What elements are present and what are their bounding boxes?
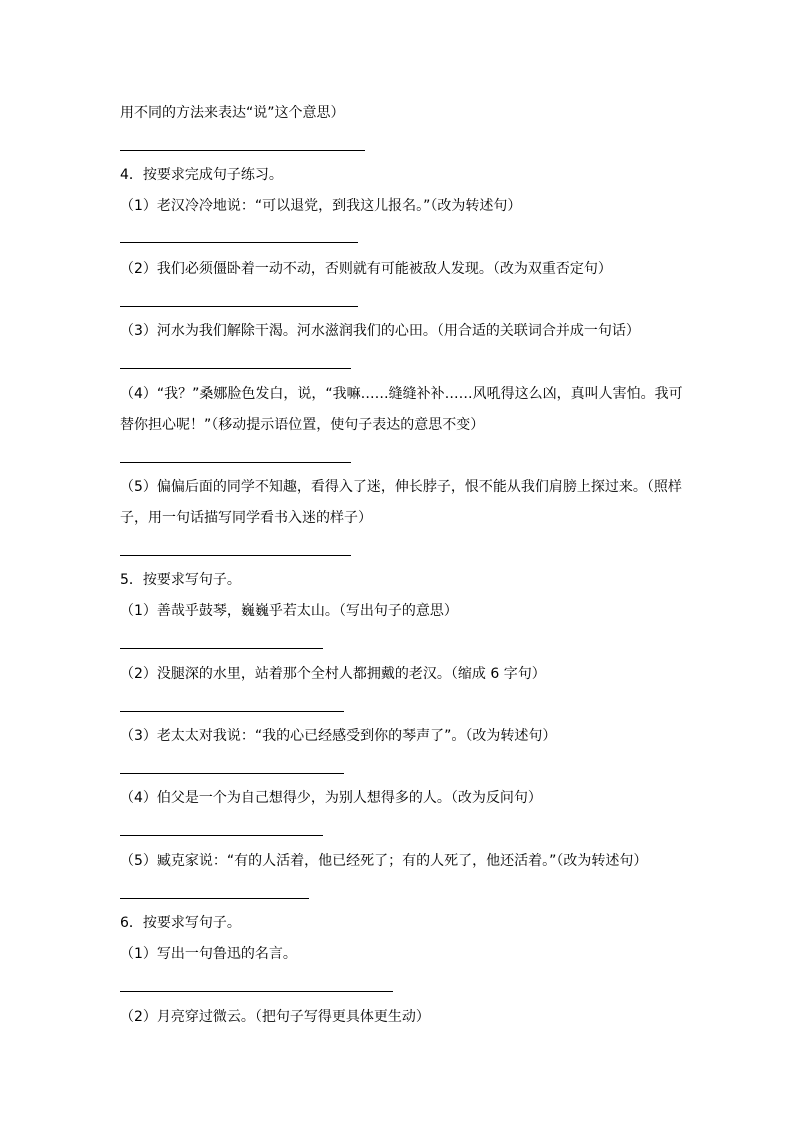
q4-item-5-answer-blank[interactable] <box>120 555 351 556</box>
q4-item-1: （1）老汉冷冷地说：“可以退党，到我这儿报名。”（改为转述句） <box>120 198 522 214</box>
q5-item-5: （5）臧克家说：“有的人活着，他已经死了；有的人死了，他还活着。”（改为转述句） <box>120 853 648 869</box>
question-5-heading: 5．按要求写句子。 <box>120 572 241 588</box>
question-4-heading: 4．按要求完成句子练习。 <box>120 167 283 183</box>
q4-item-3: （3）河水为我们解除干渴。河水滋润我们的心田。（用合适的关联词合并成一句话） <box>120 323 640 339</box>
q4-item-2-answer-blank[interactable] <box>120 306 358 307</box>
q5-item-2: （2）没腿深的水里，站着那个全村人都拥戴的老汉。（缩成 6 字句） <box>120 666 546 682</box>
q5-item-4: （4）伯父是一个为自己想得少，为别人想得多的人。（改为反问句） <box>120 790 542 806</box>
q4-item-5-line-2: 子，用一句话描写同学看书入迷的样子） <box>120 510 372 526</box>
q5-item-4-answer-blank[interactable] <box>120 835 323 836</box>
q4-item-3-answer-blank[interactable] <box>120 368 351 369</box>
q6-item-1: （1）写出一句鲁迅的名言。 <box>120 946 297 962</box>
q6-item-1-answer-blank[interactable] <box>120 991 393 992</box>
q5-item-1: （1）善哉乎鼓琴，巍巍乎若太山。（写出句子的意思） <box>120 603 458 619</box>
q5-item-3: （3）老太太对我说：“我的心已经感受到你的琴声了”。（改为转述句） <box>120 728 557 744</box>
q4-item-2: （2）我们必须僵卧着一动不动，否则就有可能被敌人发现。（改为双重否定句） <box>120 261 612 277</box>
q5-item-1-answer-blank[interactable] <box>120 648 323 649</box>
q5-item-2-answer-blank[interactable] <box>120 711 344 712</box>
q4-item-4-answer-blank[interactable] <box>120 462 351 463</box>
q4-item-1-answer-blank[interactable] <box>120 242 358 243</box>
q5-item-5-answer-blank[interactable] <box>120 898 309 899</box>
question-6-heading: 6．按要求写句子。 <box>120 915 241 931</box>
q4-item-5-line-1: （5）偏偏后面的同学不知趣，看得入了迷，伸长脖子，恨不能从我们肩膀上探过来。（照样 <box>120 479 682 495</box>
intro-line: 用不同的方法来表达“说”这个意思） <box>120 105 345 121</box>
q6-item-2: （2）月亮穿过微云。（把句子写得更具体更生动） <box>120 1009 430 1025</box>
q5-item-3-answer-blank[interactable] <box>120 773 344 774</box>
q4-item-4-line-1: （4）“我？”桑娜脸色发白，说，“我嘛……缝缝补补……风吼得这么凶，真叫人害怕。我可 <box>120 386 683 402</box>
q4-item-4-line-2: 替你担心呢！”（移动提示语位置，使句子表达的意思不变） <box>120 417 485 433</box>
answer-blank[interactable] <box>120 150 365 151</box>
